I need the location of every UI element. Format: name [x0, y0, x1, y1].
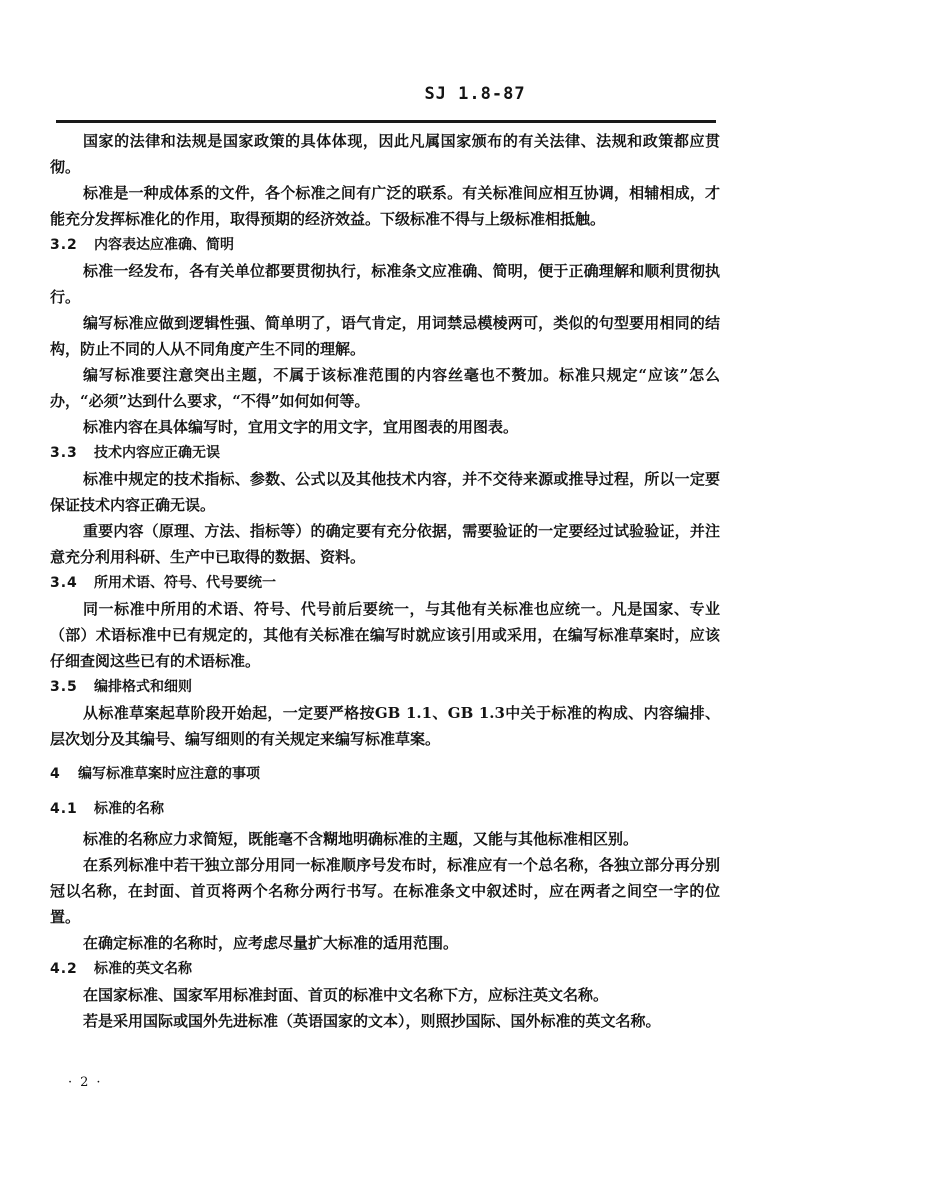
section-number: 3.2	[50, 237, 78, 253]
section-heading-4-1	[50, 796, 720, 822]
chapter-heading-4	[50, 761, 720, 787]
paragraph: 在确定标准的名称时，应考虑尽量扩大标准的适用范围。	[83, 934, 459, 952]
section-heading-3-5	[50, 674, 720, 700]
section-title: 技术内容应正确无误	[94, 445, 220, 461]
section-title: 所用术语、符号、代号要统一	[94, 575, 276, 591]
section-title: 内容表达应准确、简明	[94, 237, 234, 253]
section-number: 3.4	[50, 575, 78, 591]
document-body	[50, 128, 720, 1034]
section-number: 3.3	[50, 445, 78, 461]
paragraph: 在国家标准、国家军用标准封面、首页的标准中文名称下方，应标注英文名称。	[83, 986, 609, 1004]
paragraph: 若是采用国际或国外先进标准（英语国家的文本），则照抄国际、国外标准的英文名称。	[83, 1012, 661, 1030]
section-heading-3-3	[50, 440, 720, 466]
section-number: 4.1	[50, 801, 78, 817]
section-title: 标准的名称	[94, 801, 164, 817]
section-title: 标准的英文名称	[94, 961, 192, 977]
paragraph: 标准是一种成体系的文件，各个标准之间有广泛的联系。有关标准间应相互协调，相辅相成，才能充分发挥标准化的作用，取得预期的经济效益。下级标准不得与上级标准相抵触。	[50, 184, 720, 228]
chapter-number: 4	[50, 766, 61, 782]
paragraph: 标准中规定的技术指标、参数、公式以及其他技术内容，并不交待来源或推导过程，所以一定要保证技术内容正确无误。	[50, 470, 720, 514]
paragraph: 标准的名称应力求简短，既能毫不含糊地明确标准的主题，又能与其他标准相区别。	[83, 830, 639, 848]
paragraph: 同一标准中所用的术语、符号、代号前后要统一，与其他有关标准也应统一。凡是国家、专业（部）术语标准中已有规定的，其他有关标准在编写时就应该引用或采用，在编写标准草案时，应该仔细查阅这些已有的术语标准。	[50, 600, 720, 670]
header-rule	[56, 120, 716, 123]
paragraph: 标准一经发布，各有关单位都要贯彻执行，标准条文应准确、简明，便于正确理解和顺利贯彻执行。	[50, 262, 720, 306]
paragraph: 编写标准要注意突出主题，不属于该标准范围的内容丝毫也不赘加。标准只规定“应该”怎么办，“必须”达到什么要求，“不得”如何如何等。	[50, 366, 720, 410]
section-number: 4.2	[50, 961, 78, 977]
page-header-standard-code: SJ 1.8-87	[424, 84, 526, 104]
paragraph: 重要内容（原理、方法、指标等）的确定要有充分依据，需要验证的一定要经过试验验证，并注意充分利用科研、生产中已取得的数据、资料。	[50, 522, 720, 566]
paragraph: 标准内容在具体编写时，宜用文字的用文字，宜用图表的用图表。	[83, 418, 519, 436]
paragraph: 国家的法律和法规是国家政策的具体体现，因此凡属国家颁布的有关法律、法规和政策都应贯彻。	[50, 132, 720, 176]
chapter-title: 编写标准草案时应注意的事项	[78, 766, 260, 782]
page-number: ·2·	[68, 1075, 109, 1090]
section-heading-4-2	[50, 956, 720, 982]
paragraph: 编写标准应做到逻辑性强、简单明了，语气肯定，用词禁忌模棱两可，类似的句型要用相同的结构，防止不同的人从不同角度产生不同的理解。	[50, 314, 720, 358]
section-number: 3.5	[50, 679, 78, 695]
section-heading-3-4	[50, 570, 720, 596]
paragraph: 从标准草案起草阶段开始起，一定要严格按GB 1.1、GB 1.3中关于标准的构成、内容编排、层次划分及其编号、编写细则的有关规定来编写标准草案。	[50, 704, 720, 748]
section-title: 编排格式和细则	[94, 679, 192, 695]
paragraph: 在系列标准中若干独立部分用同一标准顺序号发布时，标准应有一个总名称，各独立部分再分别冠以名称，在封面、首页将两个名称分两行书写。在标准条文中叙述时，应在两者之间空一字的位置。	[50, 856, 720, 926]
section-heading-3-2	[50, 232, 720, 258]
